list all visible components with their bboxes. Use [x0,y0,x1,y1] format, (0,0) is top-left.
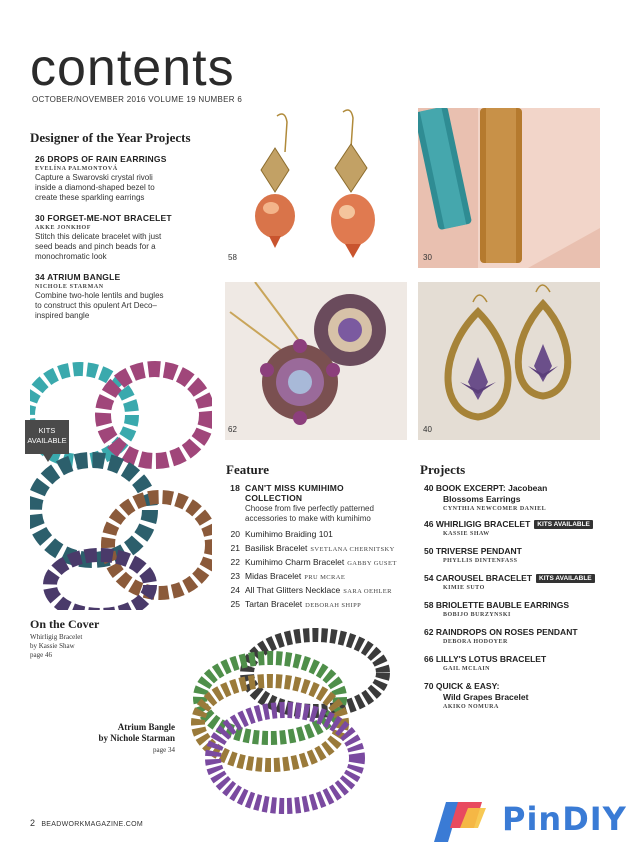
project-item-46[interactable]: 46 WHIRLIGIG BRACELET KITS AVAILABLE [424,519,593,529]
project-item-58[interactable]: 58 BRIOLETTE BAUBLE EARRINGS [424,600,570,610]
photo-jacobean-earrings [418,282,600,440]
item-title: FORGET-ME-NOT BRACELET [47,213,172,223]
item-title: ATRIUM BANGLE [47,272,121,282]
project-author: CYNTHIA NEWCOMER DANIEL [443,506,547,512]
atrium-caption: Atrium Bangle by Nichole Starman [98,722,175,743]
project-item-70-line2: Wild Grapes Bracelet [443,692,529,702]
issue-info: OCTOBER/NOVEMBER 2016 VOLUME 19 NUMBER 6 [32,95,243,104]
project-item-62[interactable]: 62 RAINDROPS ON ROSES PENDANT [424,627,578,637]
project-item-40[interactable]: 40 BOOK EXCERPT: Jacobean [424,483,548,493]
feature-item[interactable]: 22 Kumihimo Charm Bracelet GABBY GUSET [230,557,397,567]
cover-heading: On the Cover [30,617,100,631]
project-item-66[interactable]: 66 LILLY'S LOTUS BRACELET [424,654,547,664]
project-author: GAIL MCLAIN [443,666,491,672]
photo-page-number: 58 [228,253,237,262]
feature-item[interactable]: 24 All That Glitters Necklace SARA OEHLER [230,585,392,595]
footer [30,818,143,828]
project-author: DEBORA HODOYER [443,639,508,645]
designer-item-34[interactable] [35,272,225,321]
designer-item-26[interactable] [35,154,225,203]
photo-whirligig-bracelets [30,345,212,610]
pindiy-logo-icon [430,798,500,844]
item-author: NICHOLE STARMAN [35,284,104,290]
cover-caption: Whirligig Bracelet by Kassie Shaw page 46 [30,633,83,659]
feature-lead[interactable]: 18 CAN'T MISS KUMIHIMO COLLECTION Choose from five perfectly patterned accessories to make with kumihimo [230,483,374,523]
photo-drops-earrings [225,108,405,268]
feature-item[interactable]: 25 Tartan Bracelet DEBORAH SHIPP [230,599,362,609]
photo-raindrops-pendant [225,282,407,440]
item-desc: Combine two-hole lentils and bugles to construct this opulent Art Deco– inspired bangle [35,291,164,320]
item-author: EVELÍNA PALMONTOVÁ [35,166,118,172]
page-title: contents [30,39,235,97]
kits-available-flag: KITS AVAILABLE [25,420,69,454]
project-item-70[interactable]: 70 QUICK & EASY: [424,681,500,691]
kits-badge: KITS AVAILABLE [536,574,595,583]
site-url: BEADWORKMAGAZINE.COM [41,821,143,828]
project-author: KIMIE SUTO [443,585,485,591]
item-desc: Capture a Swarovski crystal rivoli inside a diamond-shaped bezel to create these sparkling earrings [35,173,155,202]
item-desc: Stitch this delicate bracelet with just seed beads and pinch beads for a monochromatic look [35,232,162,261]
project-author: KASSIE SHAW [443,531,490,537]
photo-page-number: 30 [423,253,432,262]
project-item-50[interactable]: 50 TRIVERSE PENDANT [424,546,522,556]
item-number: 26 [35,154,45,164]
projects-heading: Projects [420,462,466,477]
feature-item[interactable]: 21 Basilisk Bracelet SVETLANA CHERNITSKY [230,543,395,553]
photo-atrium-bangles [175,628,415,818]
pindiy-watermark: PinDIY [430,796,625,846]
designer-item-30[interactable] [35,213,225,262]
page-number: 2 [30,818,36,828]
item-title: DROPS OF RAIN EARRINGS [47,154,167,164]
item-author: AKKE JONKHOF [35,225,92,231]
item-number: 30 [35,213,45,223]
feature-item[interactable]: 23 Midas Bracelet PRU MCRAE [230,571,346,581]
feature-heading: Feature [226,462,270,477]
kits-badge: KITS AVAILABLE [534,520,593,529]
item-number: 34 [35,272,45,282]
project-author: BOBIJO BURZYNSKI [443,612,511,618]
photo-page-number: 40 [423,425,432,434]
photo-page-number: 62 [228,425,237,434]
project-author: PHYLLIS DINTENFASS [443,558,518,564]
project-author: AKIKO NOMURA [443,704,499,710]
photo-forget-me-not [418,108,600,268]
project-item-40-line2: Blossoms Earrings [443,494,521,504]
feature-item[interactable]: 20 Kumihimo Braiding 101 [230,529,333,539]
atrium-page: page 34 [153,746,175,754]
project-item-54[interactable]: 54 CAROUSEL BRACELET KITS AVAILABLE [424,573,595,583]
designer-heading: Designer of the Year Projects [30,130,191,145]
